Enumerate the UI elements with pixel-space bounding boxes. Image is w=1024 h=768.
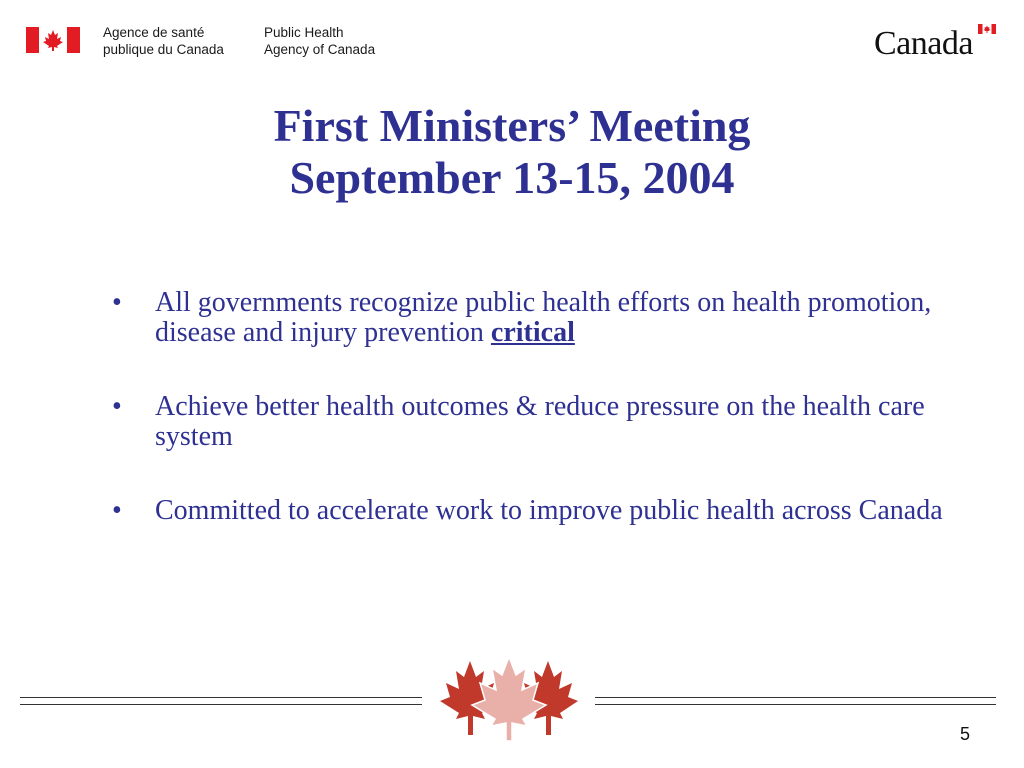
department-fr-line-1: Agence de santé (103, 25, 205, 40)
bullet-text: All governments recognize public health efforts on health promotion, disease and injury prevention (155, 287, 932, 348)
slide-title-line-2: September 13-15, 2004 (289, 152, 735, 203)
footer-rule-right (595, 697, 996, 705)
department-fr-line-2: publique du Canada (103, 42, 224, 57)
footer-rule-left (20, 697, 422, 705)
bullet-symbol: • (112, 391, 122, 422)
bullet-item (112, 392, 962, 452)
bullet-list (112, 288, 962, 570)
header (0, 0, 1024, 80)
slide-title-line-1: First Ministers’ Meeting (273, 100, 751, 151)
bullet-symbol: • (112, 287, 122, 318)
bullet-text: Achieve better health outcomes & reduce pressure on the health care system (155, 391, 925, 452)
bullet-symbol: • (112, 495, 122, 526)
department-en-line-1: Public Health (264, 25, 344, 40)
page-number: 5 (959, 724, 970, 744)
department-name-english (264, 24, 375, 58)
bullet-item (112, 496, 962, 526)
bullet-emphasis: critical (490, 317, 575, 348)
canada-wordmark (874, 22, 998, 62)
bullet-item (112, 288, 962, 348)
wordmark-text: Canada (874, 25, 973, 62)
wordmark-flag-icon (978, 24, 996, 34)
canada-flag-icon (26, 27, 80, 53)
slide-title (0, 100, 1024, 204)
bullet-text: Committed to accelerate work to improve public health across Canada (155, 495, 943, 526)
department-en-line-2: Agency of Canada (264, 42, 376, 57)
maple-leaves-icon (436, 655, 582, 743)
department-name-french (103, 24, 224, 58)
